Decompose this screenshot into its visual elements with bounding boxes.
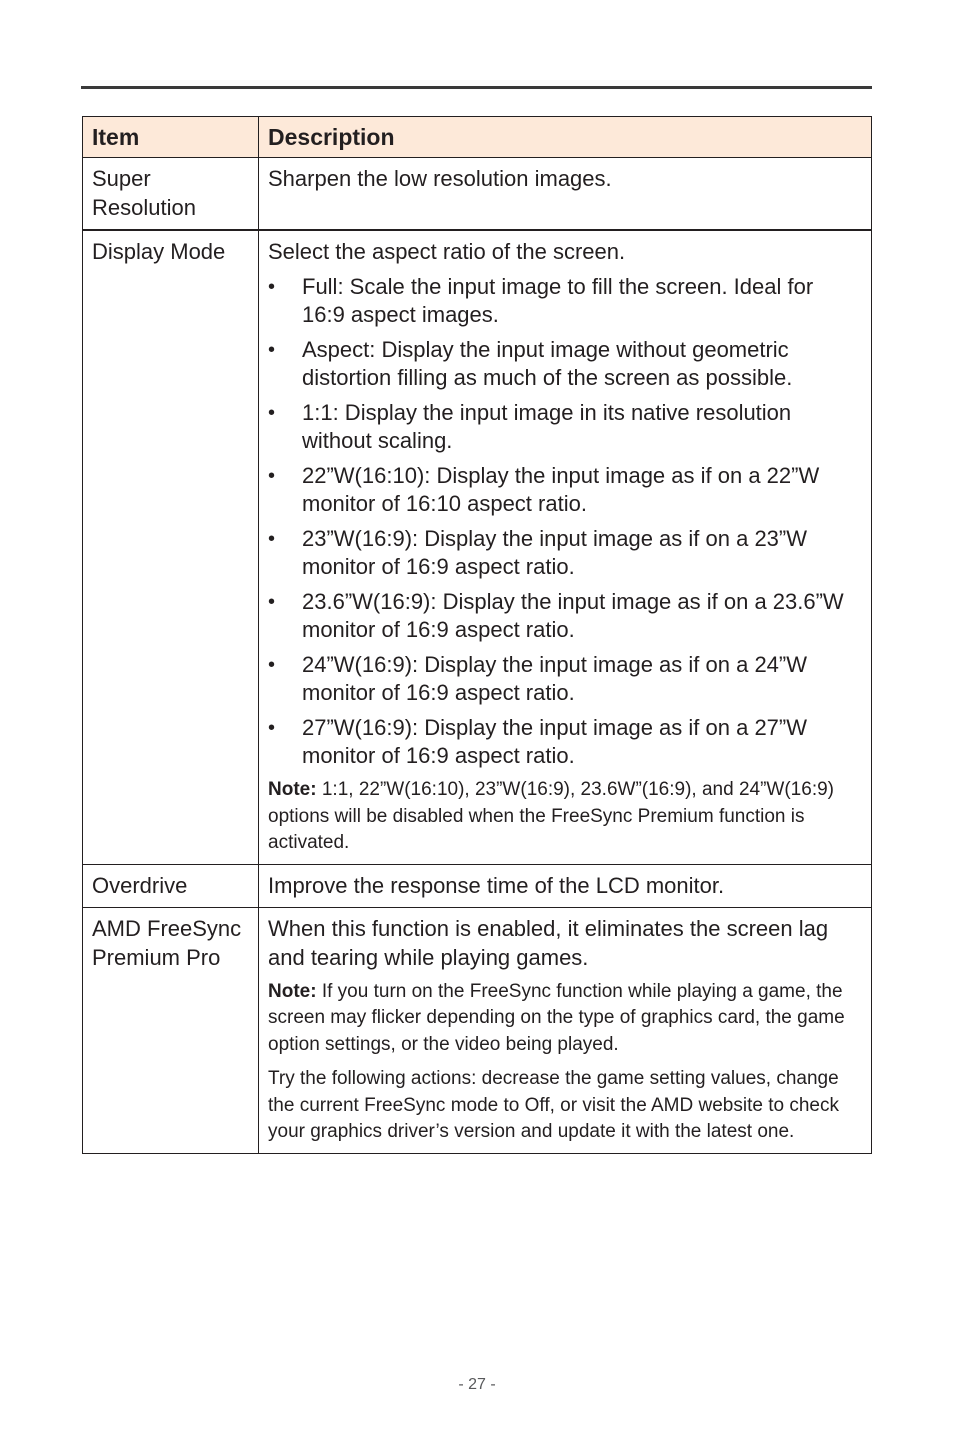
row-description — [259, 907, 872, 1153]
bullet-icon: • — [268, 276, 276, 298]
list-item — [268, 336, 862, 392]
osd-settings-table — [82, 116, 872, 1154]
list-item — [268, 714, 862, 770]
page-number: - 27 - — [458, 1376, 496, 1393]
row-description — [259, 158, 872, 231]
display-mode-options — [268, 273, 862, 770]
list-item-text: 27”W(16:9): Display the input image as if on a 27”W monitor of 16:9 aspect ratio. — [302, 715, 808, 768]
row-item-label: Overdrive — [83, 864, 259, 907]
list-item — [268, 588, 862, 644]
note-paragraph — [268, 777, 862, 857]
bullet-icon: • — [268, 717, 276, 739]
description-text: Sharpen the low resolution images. — [268, 166, 612, 191]
table-row-super-resolution — [83, 158, 872, 231]
note-paragraph — [268, 979, 862, 1059]
bullet-icon: • — [268, 591, 276, 613]
note-label: Note: — [268, 779, 317, 800]
description-text: When this function is enabled, it eliminates the screen lag and tearing while playing games. — [268, 915, 829, 970]
troubleshooting-paragraph: Try the following actions: decrease the game setting values, change the current FreeSync mode to Off, or visit the AMD website to check your graphics driver’s version and update it with the latest one. — [268, 1068, 839, 1142]
list-item-text: Full: Scale the input image to fill the screen. Ideal for 16:9 aspect images. — [302, 274, 814, 327]
list-item — [268, 525, 862, 581]
row-description — [259, 864, 872, 907]
row-item-label: Super Resolution — [83, 158, 259, 231]
description-text: Select the aspect ratio of the screen. — [268, 239, 626, 264]
list-item-text: Aspect: Display the input image without geometric distortion filling as much of the screen as possible. — [302, 337, 793, 390]
row-item-label: AMD FreeSync Premium Pro — [83, 907, 259, 1153]
table-row-amd-freesync — [83, 907, 872, 1153]
description-text: Improve the response time of the LCD monitor. — [268, 872, 725, 898]
bullet-icon: • — [268, 654, 276, 676]
header-description: Description — [259, 117, 872, 158]
bullet-icon: • — [268, 528, 276, 550]
bullet-icon: • — [268, 465, 276, 487]
list-item-text: 22”W(16:10): Display the input image as if on a 22”W monitor of 16:10 aspect ratio. — [302, 463, 820, 516]
bullet-icon: • — [268, 339, 276, 361]
header-rule — [81, 86, 872, 89]
note-text: 1:1, 22”W(16:10), 23”W(16:9), 23.6W”(16:9), and 24”W(16:9) options will be disabled when the FreeSync Premium function is activated. — [268, 779, 834, 853]
list-item — [268, 273, 862, 329]
note-text: If you turn on the FreeSync function while playing a game, the screen may flicker depending on the type of graphics card, the game option settings, or the video being played. — [268, 980, 845, 1055]
note-label: Note: — [268, 980, 317, 1002]
list-item-text: 1:1: Display the input image in its native resolution without scaling. — [302, 400, 792, 453]
table-row-overdrive — [83, 864, 872, 907]
header-item: Item — [83, 117, 259, 158]
row-description — [259, 230, 872, 864]
bullet-icon: • — [268, 402, 276, 424]
list-item — [268, 399, 862, 455]
row-item-label: Display Mode — [83, 230, 259, 864]
list-item-text: 23.6”W(16:9): Display the input image as if on a 23.6”W monitor of 16:9 aspect ratio. — [302, 589, 844, 642]
list-item-text: 23”W(16:9): Display the input image as if on a 23”W monitor of 16:9 aspect ratio. — [302, 526, 808, 579]
table-row-display-mode — [83, 230, 872, 864]
table-header-row — [83, 117, 872, 158]
list-item — [268, 651, 862, 707]
list-item-text: 24”W(16:9): Display the input image as if on a 24”W monitor of 16:9 aspect ratio. — [302, 652, 808, 705]
list-item — [268, 462, 862, 518]
